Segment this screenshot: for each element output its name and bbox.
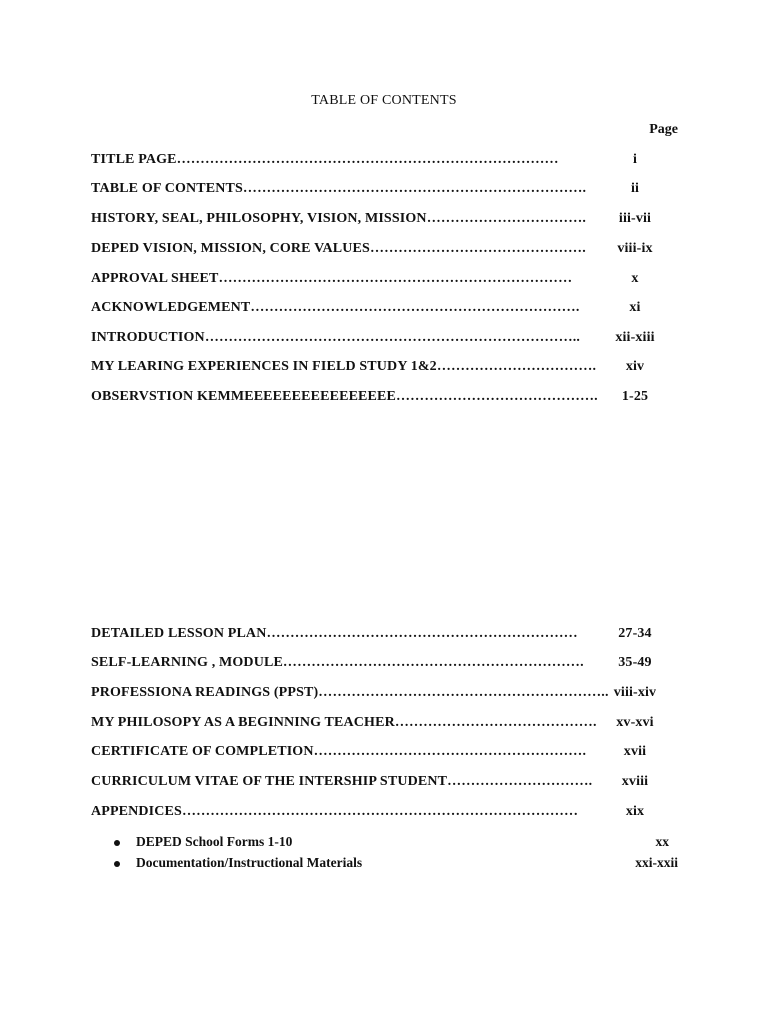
toc-entry xyxy=(91,271,681,291)
toc-entry xyxy=(91,774,681,794)
toc-entry-page: viii-ix xyxy=(617,241,653,256)
toc-entry xyxy=(91,330,681,350)
toc-entry xyxy=(91,359,681,379)
toc-entry-page: xvii xyxy=(623,744,647,759)
toc-entry xyxy=(91,655,681,675)
bullet-icon xyxy=(114,840,120,846)
toc-entry-text: PROFESSIONA READINGS (PPST)…………………………………………………….. xyxy=(91,685,609,700)
toc-entry-page: x xyxy=(631,271,639,286)
toc-entry-page: xi xyxy=(629,300,641,315)
toc-entry xyxy=(91,211,681,231)
toc-entry xyxy=(91,152,681,172)
toc-entry xyxy=(91,300,681,320)
toc-entry xyxy=(91,389,681,409)
toc-entry xyxy=(91,804,681,824)
toc-entry-page: 1-25 xyxy=(621,389,649,404)
toc-entry-text: MY LEARING EXPERIENCES IN FIELD STUDY 1&2……………………………. xyxy=(91,359,597,374)
toc-entry xyxy=(91,626,681,646)
toc-entry-page: ii xyxy=(630,181,640,196)
appendix-list-item xyxy=(110,855,678,873)
toc-entry-text: ACKNOWLEDGEMENT……………………………………………………………. xyxy=(91,300,580,315)
toc-entry-text: MY PHILOSOPY AS A BEGINNING TEACHER……………………………………. xyxy=(91,715,597,730)
toc-entry xyxy=(91,685,681,705)
toc-entry-text: CERTIFICATE OF COMPLETION…………………………………………………. xyxy=(91,744,587,759)
toc-entry-page: xix xyxy=(625,804,645,819)
toc-entry-text: TABLE OF CONTENTS………………………………………………………………. xyxy=(91,181,587,196)
toc-entry-text: DEPED VISION, MISSION, CORE VALUES………………………………………. xyxy=(91,241,586,256)
toc-entry-page: xv-xvi xyxy=(616,715,654,730)
toc-entry-page: xviii xyxy=(621,774,649,789)
toc-entry-text: SELF-LEARNING , MODULE………………………………………………………. xyxy=(91,655,584,670)
toc-entry-page: iii-vii xyxy=(618,211,652,226)
toc-entry-page: xii-xiii xyxy=(615,330,655,345)
appendix-item-page: xx xyxy=(655,834,669,849)
toc-entry xyxy=(91,715,681,735)
toc-entry-text: HISTORY, SEAL, PHILOSOPHY, VISION, MISSION……………………………. xyxy=(91,211,586,226)
toc-entry-text: APPENDICES………………………………………………………………………… xyxy=(91,804,579,819)
appendix-list-item xyxy=(110,834,678,852)
toc-entry-page: 27-34 xyxy=(618,626,652,641)
toc-entry xyxy=(91,241,681,261)
toc-entry-text: APPROVAL SHEET………………………………………………………………… xyxy=(91,271,573,286)
toc-entry xyxy=(91,744,681,764)
appendix-item-text: Documentation/Instructional Materials xyxy=(136,855,363,870)
document-title: TABLE OF CONTENTS xyxy=(311,93,457,108)
appendix-item-page: xxi-xxii xyxy=(635,855,678,870)
toc-entry-page: i xyxy=(632,152,638,167)
toc-entry-text: TITLE PAGE……………………………………………………………………… xyxy=(91,152,559,167)
toc-entry-text: INTRODUCTION…………………………………………………………………….. xyxy=(91,330,581,345)
toc-entry-page: xiv xyxy=(625,359,645,374)
toc-entry-text: OBSERVSTION KEMMEEEEEEEEEEEEEEEE……………………………………. xyxy=(91,389,598,404)
appendix-item-text: DEPED School Forms 1-10 xyxy=(136,834,293,849)
toc-entry-text: CURRICULUM VITAE OF THE INTERSHIP STUDENT…………………………. xyxy=(91,774,593,789)
toc-entry-page: 35-49 xyxy=(618,655,652,670)
toc-entry-page: viii-xiv xyxy=(613,685,657,700)
page-column-header: Page xyxy=(649,122,678,137)
toc-entry-text: DETAILED LESSON PLAN………………………………………………………… xyxy=(91,626,578,641)
bullet-icon xyxy=(114,861,120,867)
toc-entry xyxy=(91,181,681,201)
